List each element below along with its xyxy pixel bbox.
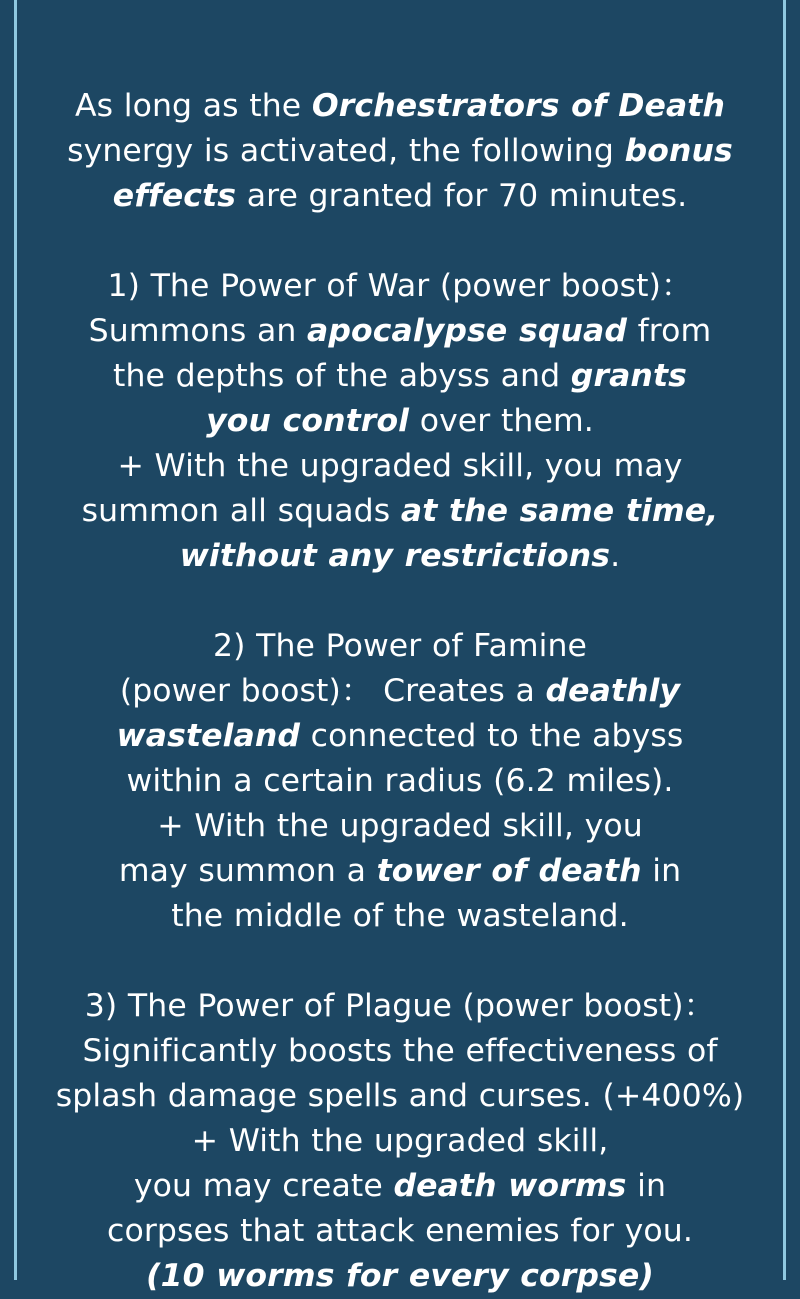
text-line bbox=[22, 624, 778, 669]
plain-text: As long as the bbox=[75, 88, 312, 124]
text-line bbox=[22, 309, 778, 354]
plain-text: from bbox=[627, 313, 712, 349]
text-line bbox=[22, 1119, 778, 1164]
emphasis-text: you control bbox=[206, 403, 410, 439]
skill-description-text bbox=[22, 84, 778, 1299]
emphasis-text: (10 worms for every corpse) bbox=[146, 1258, 654, 1294]
text-line bbox=[22, 264, 778, 309]
paragraph-spacer bbox=[22, 939, 778, 984]
paragraph-power-of-plague bbox=[22, 984, 778, 1299]
plain-text: Significantly boosts the effectiveness of bbox=[82, 1033, 718, 1069]
text-line bbox=[22, 534, 778, 579]
paragraph-spacer bbox=[22, 579, 778, 624]
emphasis-text: Orchestrators of Death bbox=[311, 88, 725, 124]
plain-text: within a certain radius (6.2 miles). bbox=[126, 763, 674, 799]
plain-text: splash damage spells and curses. (+400%) bbox=[55, 1078, 745, 1114]
plain-text: in bbox=[626, 1168, 667, 1204]
plain-text: over them. bbox=[409, 403, 594, 439]
plain-text: corpses that attack enemies for you. bbox=[107, 1213, 693, 1249]
plain-text: connected to the abyss bbox=[300, 718, 684, 754]
plain-text: the depths of the abyss and bbox=[113, 358, 571, 394]
text-line bbox=[22, 984, 778, 1029]
text-line bbox=[22, 1254, 778, 1299]
emphasis-text: effects bbox=[112, 178, 237, 214]
plain-text: . bbox=[610, 538, 621, 574]
emphasis-text: wasteland bbox=[116, 718, 301, 754]
emphasis-text: death worms bbox=[393, 1168, 627, 1204]
left-border-strip bbox=[14, 0, 17, 1280]
plain-text: are granted for 70 minutes. bbox=[236, 178, 688, 214]
emphasis-text: apocalypse squad bbox=[307, 313, 627, 349]
plain-text: + With the upgraded skill, you may bbox=[117, 448, 683, 484]
plain-text: + With the upgraded skill, you bbox=[157, 808, 643, 844]
plain-text: the middle of the wasteland. bbox=[171, 898, 629, 934]
emphasis-text: deathly bbox=[545, 673, 681, 709]
text-line bbox=[22, 714, 778, 759]
plain-text: (power boost)： Creates a bbox=[119, 673, 546, 709]
text-line bbox=[22, 669, 778, 714]
text-line bbox=[22, 444, 778, 489]
plain-text: you may create bbox=[133, 1168, 394, 1204]
text-line bbox=[22, 354, 778, 399]
emphasis-text: bonus bbox=[624, 133, 733, 169]
text-line bbox=[22, 1209, 778, 1254]
text-line bbox=[22, 849, 778, 894]
text-line bbox=[22, 1029, 778, 1074]
text-line bbox=[22, 399, 778, 444]
plain-text: may summon a bbox=[118, 853, 377, 889]
paragraph-power-of-war bbox=[22, 264, 778, 579]
plain-text: 2) The Power of Famine bbox=[212, 628, 588, 664]
emphasis-text: tower of death bbox=[376, 853, 642, 889]
text-line bbox=[22, 1074, 778, 1119]
paragraph-power-of-famine bbox=[22, 624, 778, 939]
text-line bbox=[22, 174, 778, 219]
text-line bbox=[22, 489, 778, 534]
text-line bbox=[22, 759, 778, 804]
plain-text: + With the upgraded skill, bbox=[191, 1123, 609, 1159]
plain-text: Summons an bbox=[88, 313, 308, 349]
text-line bbox=[22, 804, 778, 849]
plain-text: 1) The Power of War (power boost)： bbox=[107, 268, 693, 304]
paragraph-intro bbox=[22, 84, 778, 219]
text-line bbox=[22, 84, 778, 129]
plain-text: 3) The Power of Plague (power boost)： bbox=[84, 988, 716, 1024]
text-line bbox=[22, 129, 778, 174]
plain-text: synergy is activated, the following bbox=[67, 133, 625, 169]
text-line bbox=[22, 1164, 778, 1209]
paragraph-spacer bbox=[22, 219, 778, 264]
emphasis-text: grants bbox=[570, 358, 687, 394]
plain-text: summon all squads bbox=[81, 493, 401, 529]
emphasis-text: without any restrictions bbox=[179, 538, 611, 574]
right-border-strip bbox=[783, 0, 786, 1280]
emphasis-text: at the same time, bbox=[400, 493, 719, 529]
text-line bbox=[22, 894, 778, 939]
plain-text: in bbox=[641, 853, 682, 889]
